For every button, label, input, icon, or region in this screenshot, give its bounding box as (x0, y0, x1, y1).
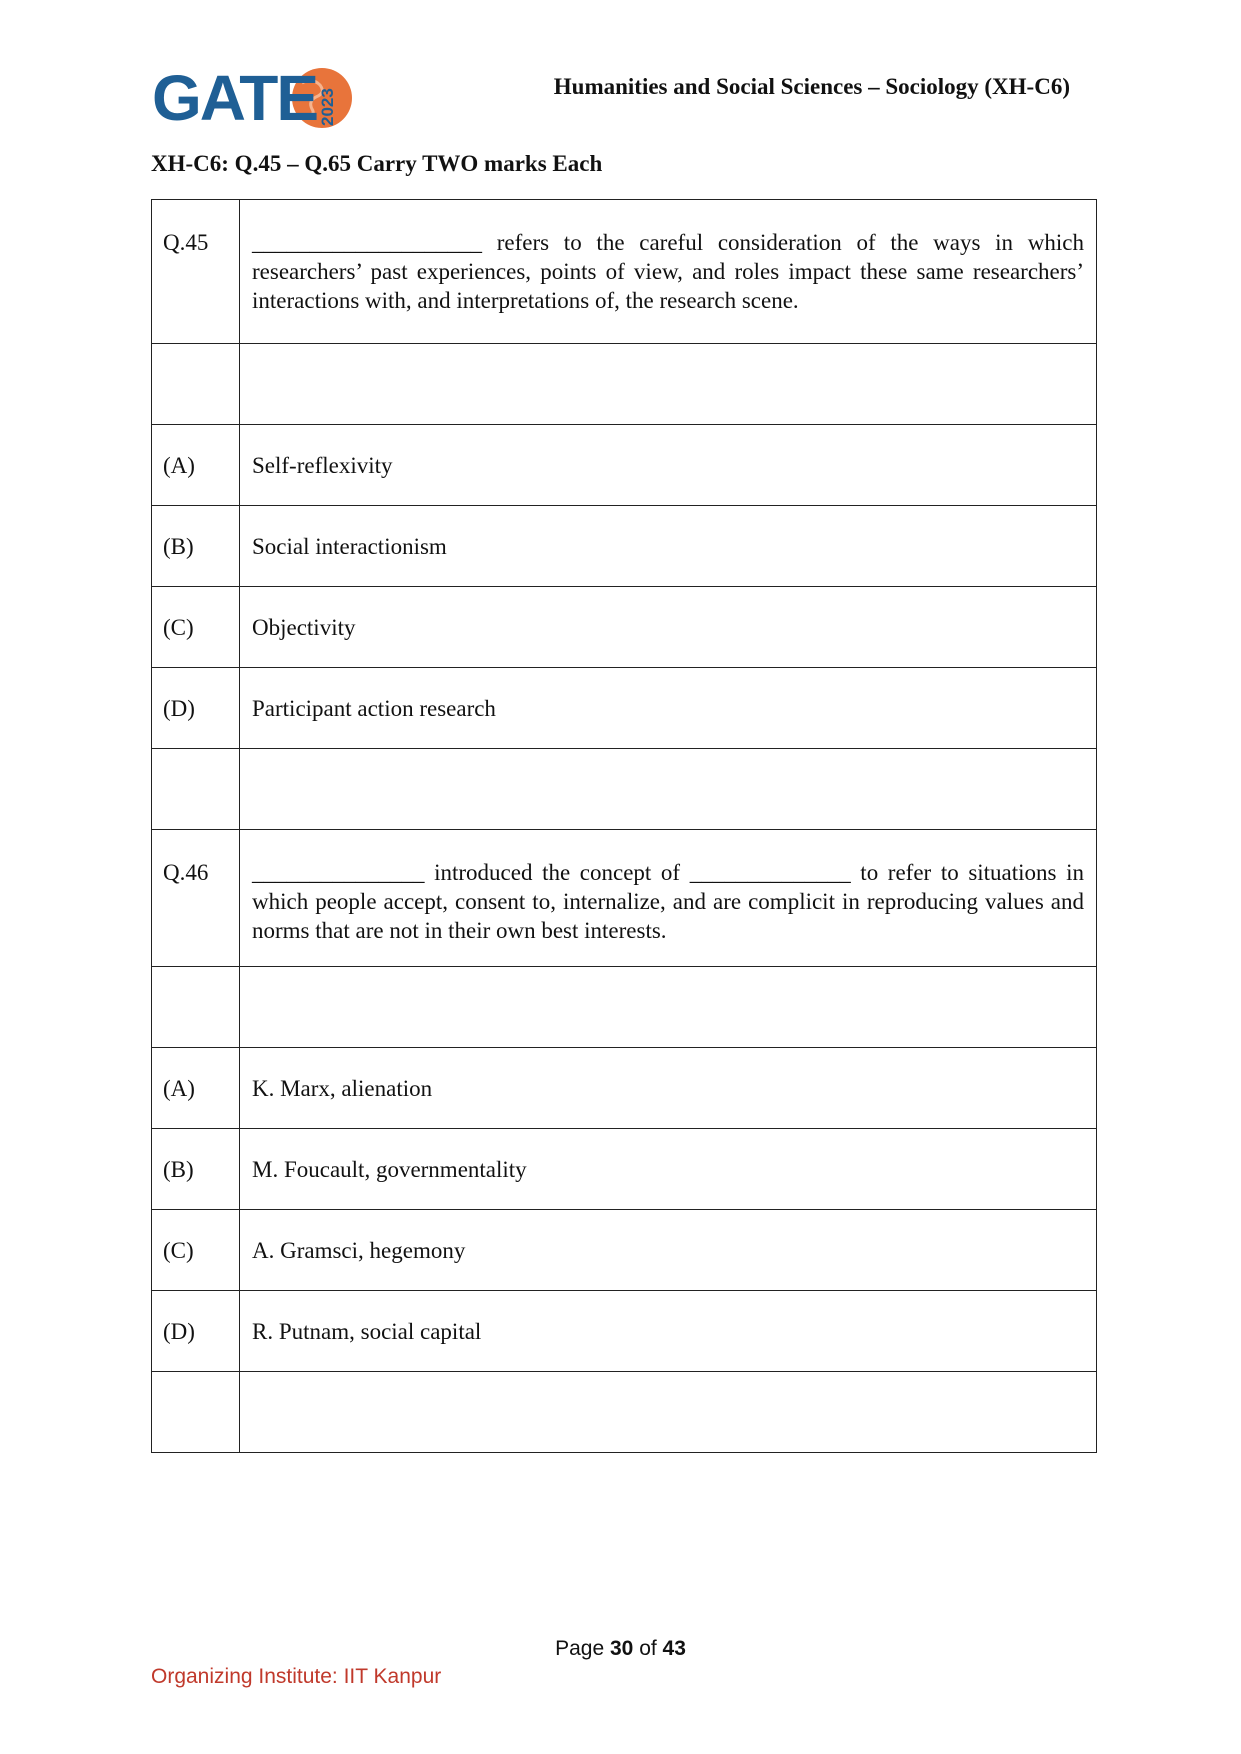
option-text: A. Gramsci, hegemony (240, 1210, 1097, 1291)
option-row[interactable] (152, 506, 1097, 587)
option-row[interactable] (152, 1210, 1097, 1291)
option-label: (A) (152, 425, 240, 506)
logo-year: 2023 (318, 88, 337, 126)
spacer-row (152, 344, 1097, 425)
option-label: (B) (152, 506, 240, 587)
spacer-row (152, 967, 1097, 1048)
option-row[interactable] (152, 1291, 1097, 1372)
question-row (152, 830, 1097, 967)
option-label: (C) (152, 1210, 240, 1291)
option-label: (A) (152, 1048, 240, 1129)
option-row[interactable] (152, 587, 1097, 668)
spacer-row (152, 1372, 1097, 1453)
question-number: Q.46 (152, 830, 240, 967)
page-current: 30 (609, 1637, 634, 1660)
page-number (0, 1637, 1241, 1661)
question-table (151, 199, 1097, 1453)
question-row (152, 200, 1097, 344)
option-text: M. Foucault, governmentality (240, 1129, 1097, 1210)
spacer-row (152, 749, 1097, 830)
option-label: (D) (152, 668, 240, 749)
option-label: (B) (152, 1129, 240, 1210)
question-text: _______________ introduced the concept of ______________ to refer to situations in which people accept, consent to, internalize, and are complicit in reproducing values and norms that are not in their own best interests. (240, 830, 1097, 967)
option-text: Participant action research (240, 668, 1097, 749)
option-label: (D) (152, 1291, 240, 1372)
gate-2023-logo (152, 58, 362, 138)
option-text: Social interactionism (240, 506, 1097, 587)
footer-organizing-institute: Organizing Institute: IIT Kanpur (151, 1665, 442, 1688)
option-label: (C) (152, 587, 240, 668)
option-row[interactable] (152, 1048, 1097, 1129)
option-text: Objectivity (240, 587, 1097, 668)
option-text: R. Putnam, social capital (240, 1291, 1097, 1372)
page-of: of (639, 1637, 657, 1660)
header-title: Humanities and Social Sciences – Sociology (XH-C6) (553, 74, 1070, 99)
option-text: Self-reflexivity (240, 425, 1097, 506)
question-number: Q.45 (152, 200, 240, 344)
option-row[interactable] (152, 1129, 1097, 1210)
gate-logo-graphic (152, 58, 362, 138)
section-title: XH-C6: Q.45 – Q.65 Carry TWO marks Each (151, 151, 603, 176)
page-total: 43 (662, 1637, 686, 1660)
logo-text: GATE (152, 62, 318, 134)
option-text: K. Marx, alienation (240, 1048, 1097, 1129)
question-text: ____________________ refers to the careful consideration of the ways in which researchers’ past experiences, points of view, and roles impact these same researchers’ interactions with, and interpretations of, the research scene. (240, 200, 1097, 344)
option-row[interactable] (152, 668, 1097, 749)
page-prefix: Page (555, 1637, 605, 1660)
option-row[interactable] (152, 425, 1097, 506)
